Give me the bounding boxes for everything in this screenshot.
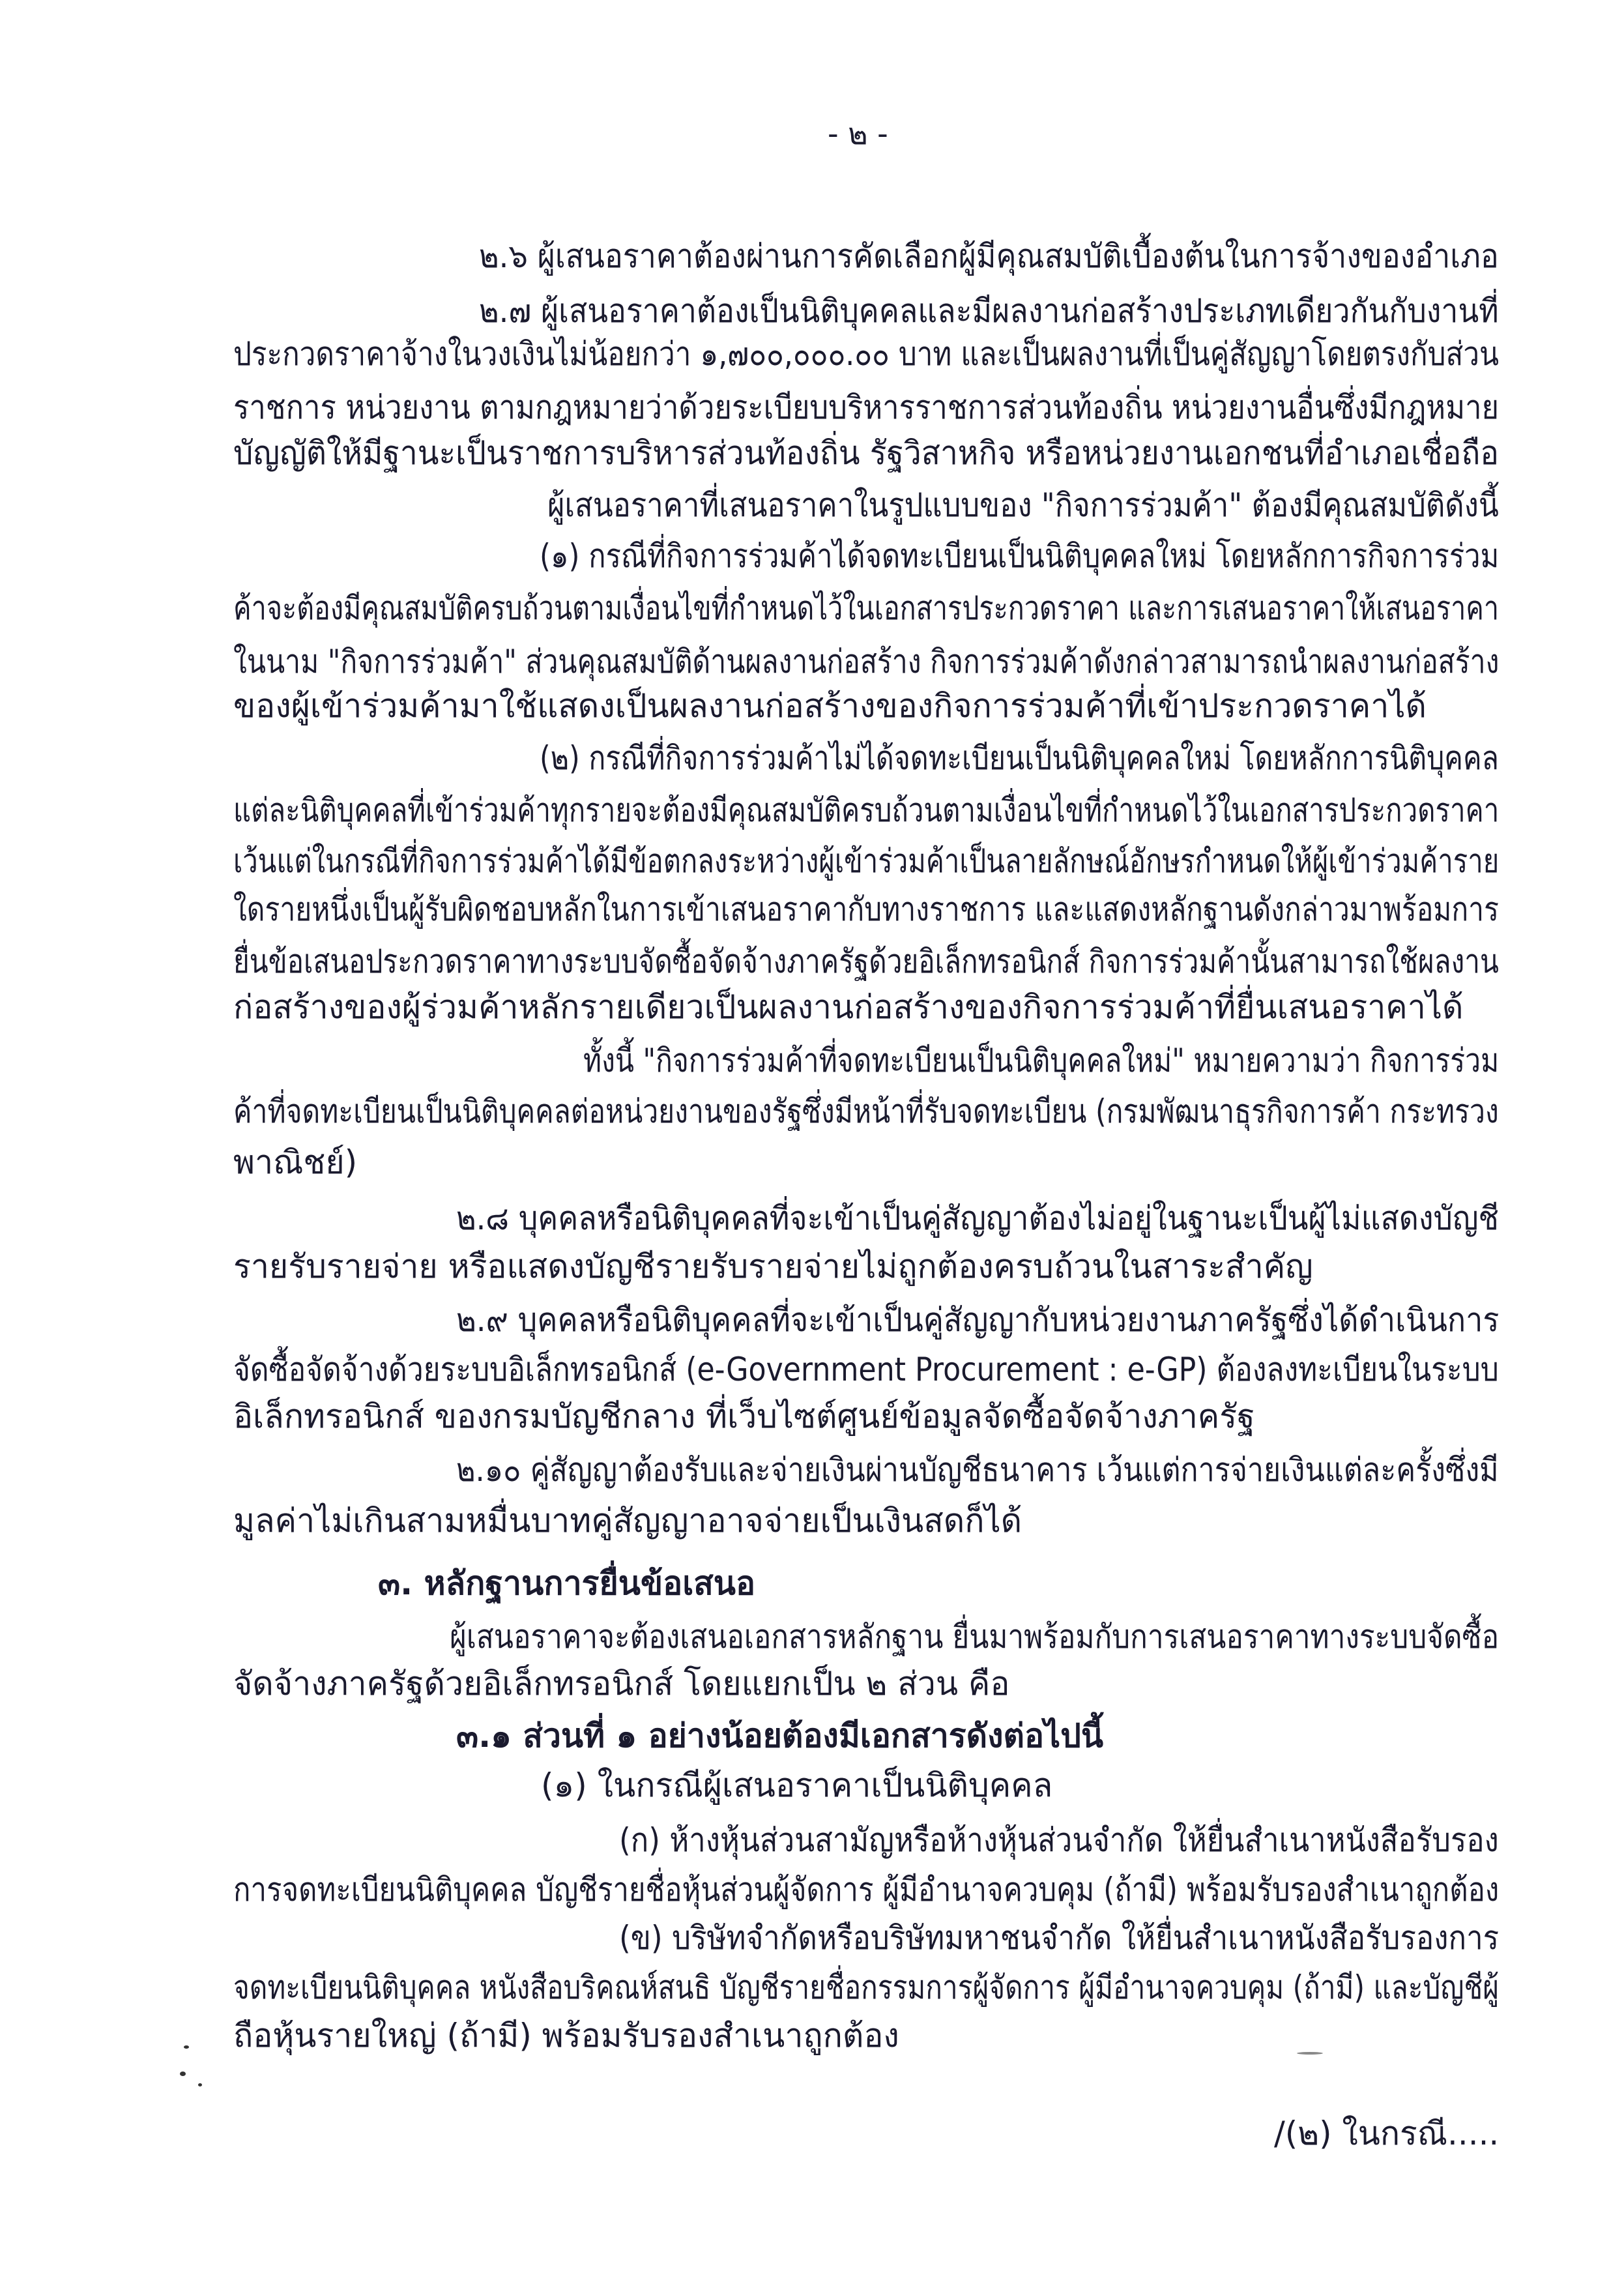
scan-speck [180, 2072, 186, 2076]
text-line: ประกวดราคาจ้างในวงเงินไม่น้อยกว่า ๑,๗๐๐,๐๐๐.๐๐ บาท และเป็นผลงานที่เป็นคู่สัญญาโดยตรงกับส่วน [233, 335, 1500, 373]
text-line: รายรับรายจ่าย หรือแสดงบัญชีรายรับรายจ่ายไม่ถูกต้องครบถ้วนในสาระสำคัญ [233, 1248, 1313, 1285]
clause-2-8: ๒.๘ บุคคลหรือนิติบุคคลที่จะเข้าเป็นคู่สัญญาต้องไม่อยู่ในฐานะเป็นผู้ไม่แสดงบัญชี [456, 1199, 1499, 1237]
scan-speck [1297, 2052, 1323, 2055]
text-line: บัญญัติให้มีฐานะเป็นราชการบริหารส่วนท้องถิ่น รัฐวิสาหกิจ หรือหน่วยงานเอกชนที่อำเภอเชื่อถือ [233, 434, 1500, 472]
text-line: ค้าที่จดทะเบียนเป็นนิติบุคคลต่อหน่วยงานของรัฐซึ่งมีหน้าที่รับจดทะเบียน (กรมพัฒนาธุรกิจการค้า กระทรวง [233, 1092, 1499, 1130]
text-line: เว้นแต่ในกรณีที่กิจการร่วมค้าได้มีข้อตกลงระหว่างผู้เข้าร่วมค้าเป็นลายลักษณ์อักษรกำหนดให้ผู้เข้าร่วมค้าราย [233, 842, 1500, 880]
text-line: อิเล็กทรอนิกส์ ของกรมบัญชีกลาง ที่เว็บไซต์ศูนย์ข้อมูลจัดซื้อจัดจ้างภาครัฐ [233, 1398, 1255, 1435]
scan-speck [198, 2083, 202, 2086]
text-line: (๑) ในกรณีผู้เสนอราคาเป็นนิติบุคคล [541, 1766, 1053, 1804]
text-line: ราชการ หน่วยงาน ตามกฎหมายว่าด้วยระเบียบบริหารราชการส่วนท้องถิ่น หน่วยงานอื่นซึ่งมีกฎหมาย [233, 388, 1500, 426]
text-line: ของผู้เข้าร่วมค้ามาใช้แสดงเป็นผลงานก่อสร้างของกิจการร่วมค้าที่เข้าประกวดราคาได้ [233, 687, 1427, 725]
text-line: ทั้งนี้ "กิจการร่วมค้าที่จดทะเบียนเป็นนิติบุคคลใหม่" หมายความว่า กิจการร่วม [583, 1042, 1500, 1079]
text-line: ค้าจะต้องมีคุณสมบัติครบถ้วนตามเงื่อนไขที่กำหนดไว้ในเอกสารประกวดราคา และการเสนอราคาให้เสนอราคา [233, 589, 1500, 627]
text-line: (๒) กรณีที่กิจการร่วมค้าไม่ได้จดทะเบียนเป็นนิติบุคคลใหม่ โดยหลักการนิติบุคคล [540, 739, 1499, 777]
section-3-heading: ๓. หลักฐานการยื่นข้อเสนอ [378, 1564, 756, 1602]
text-line: (๑) กรณีที่กิจการร่วมค้าได้จดทะเบียนเป็นนิติบุคคลใหม่ โดยหลักการกิจการร่วม [540, 537, 1500, 575]
section-3-1-heading: ๓.๑ ส่วนที่ ๑ อย่างน้อยต้องมีเอกสารดังต่อไปนี้ [456, 1717, 1104, 1755]
text-line: ในนาม "กิจการร่วมค้า" ส่วนคุณสมบัติด้านผลงานก่อสร้าง กิจการร่วมค้าดังกล่าวสามารถนำผลงานก่อสร้าง [233, 643, 1500, 681]
text-line: จดทะเบียนนิติบุคคล หนังสือบริคณห์สนธิ บัญชีรายชื่อกรรมการผู้จัดการ ผู้มีอำนาจควบคุม (ถ้ามี) และบัญชีผู้ [233, 1969, 1500, 2006]
text-line: ยื่นข้อเสนอประกวดราคาทางระบบจัดซื้อจัดจ้างภาครัฐด้วยอิเล็กทรอนิกส์ กิจการร่วมค้านั้นสามารถใช้ผลงาน [233, 943, 1499, 980]
text-line: ใดรายหนึ่งเป็นผู้รับผิดชอบหลักในการเข้าเสนอราคากับทางราชการ และแสดงหลักฐานดังกล่าวมาพร้อมการ [233, 890, 1499, 928]
clause-2-7: ๒.๗ ผู้เสนอราคาต้องเป็นนิติบุคคลและมีผลงานก่อสร้างประเภทเดียวกันกับงานที่ [479, 292, 1499, 330]
text-line: ถือหุ้นรายใหญ่ (ถ้ามี) พร้อมรับรองสำเนาถูกต้อง [233, 2017, 899, 2055]
text-line: จัดจ้างภาครัฐด้วยอิเล็กทรอนิกส์ โดยแยกเป็น ๒ ส่วน คือ [233, 1665, 1010, 1703]
text-line: มูลค่าไม่เกินสามหมื่นบาทคู่สัญญาอาจจ่ายเป็นเงินสดก็ได้ [233, 1502, 1022, 1540]
continuation-note: /(๒) ในกรณี..... [1274, 2115, 1500, 2152]
text-line: พาณิชย์) [233, 1143, 358, 1181]
text-line: ก่อสร้างของผู้ร่วมค้าหลักรายเดียวเป็นผลงานก่อสร้างของกิจการร่วมค้าที่ยื่นเสนอราคาได้ [233, 988, 1464, 1026]
text-line: จัดซื้อจัดจ้างด้วยระบบอิเล็กทรอนิกส์ (e-Government Procurement : e-GP) ต้องลงทะเบียนในระบบ [233, 1351, 1499, 1388]
text-line: การจดทะเบียนนิติบุคคล บัญชีรายชื่อหุ้นส่วนผู้จัดการ ผู้มีอำนาจควบคุม (ถ้ามี) พร้อมรับรองสำเนาถูกต้อง [233, 1871, 1500, 1909]
clause-2-9: ๒.๙ บุคคลหรือนิติบุคคลที่จะเข้าเป็นคู่สัญญากับหน่วยงานภาครัฐซึ่งได้ดำเนินการ [456, 1301, 1500, 1339]
clause-2-10: ๒.๑๐ คู่สัญญาต้องรับและจ่ายเงินผ่านบัญชีธนาคาร เว้นแต่การจ่ายเงินแต่ละครั้งซึ่งมี [456, 1451, 1499, 1489]
text-line: แต่ละนิติบุคคลที่เข้าร่วมค้าทุกรายจะต้องมีคุณสมบัติครบถ้วนตามเงื่อนไขที่กำหนดไว้ในเอกสารประกวดราคา [233, 791, 1500, 829]
text-line: ผู้เสนอราคาที่เสนอราคาในรูปแบบของ "กิจการร่วมค้า" ต้องมีคุณสมบัติดังนี้ [547, 486, 1499, 524]
page-number: - ๒ - [828, 116, 888, 151]
text-line: (ก) ห้างหุ้นส่วนสามัญหรือห้างหุ้นส่วนจำกัด ให้ยื่นสำเนาหนังสือรับรอง [619, 1821, 1499, 1859]
scan-speck [184, 2045, 189, 2049]
text-line: ผู้เสนอราคาจะต้องเสนอเอกสารหลักฐาน ยื่นมาพร้อมกับการเสนอราคาทางระบบจัดซื้อ [450, 1618, 1500, 1656]
clause-2-6: ๒.๖ ผู้เสนอราคาต้องผ่านการคัดเลือกผู้มีคุณสมบัติเบื้องต้นในการจ้างของอำเภอ [479, 237, 1499, 275]
text-line: (ข) บริษัทจำกัดหรือบริษัทมหาชนจำกัด ให้ยื่นสำเนาหนังสือรับรองการ [619, 1919, 1500, 1957]
